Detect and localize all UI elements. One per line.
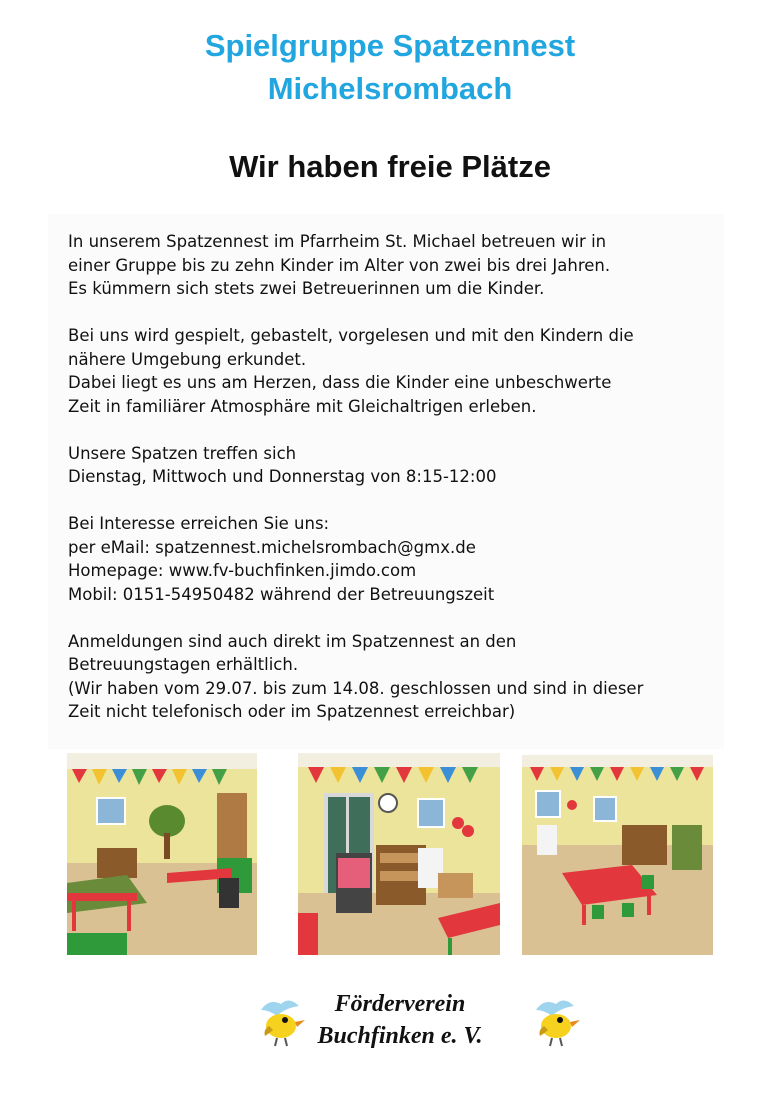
paragraph-gap xyxy=(68,606,718,630)
body-line: In unserem Spatzennest im Pfarrheim St. Michael betreuen wir in xyxy=(68,232,607,251)
paragraph-gap xyxy=(68,489,718,513)
room-photo-1 xyxy=(67,753,257,955)
body-line: Dienstag, Mittwoch und Donnerstag von 8:15-12:00 xyxy=(68,467,497,486)
paragraph-gap xyxy=(68,301,718,325)
body-line: Es kümmern sich stets zwei Betreuerinnen um die Kinder. xyxy=(68,279,545,298)
organization-line-2: Buchfinken e. V. xyxy=(317,1023,483,1049)
body-line: Homepage: www.fv-buchfinken.jimdo.com xyxy=(68,561,417,580)
body-line: Bei uns wird gespielt, gebastelt, vorgelesen und mit den Kindern die xyxy=(68,326,634,345)
organization-name xyxy=(300,988,500,1052)
body-line: Bei Interesse erreichen Sie uns: xyxy=(68,514,330,533)
body-text xyxy=(68,230,718,724)
body-line: Zeit nicht telefonisch oder im Spatzennest erreichbar) xyxy=(68,702,516,721)
paragraph-gap xyxy=(68,418,718,442)
body-line: Anmeldungen sind auch direkt im Spatzennest an den xyxy=(68,631,517,651)
body-line: nähere Umgebung erkundet. xyxy=(68,349,307,369)
body-line: per eMail: spatzennest.michelsrombach@gmx.de xyxy=(68,537,476,557)
title-line-1: Spielgruppe Spatzennest xyxy=(204,28,576,63)
body-line: (Wir haben vom 29.07. bis zum 14.08. geschlossen und sind in dieser xyxy=(68,678,644,698)
body-line: Dabei liegt es uns am Herzen, dass die Kinder eine unbeschwerte xyxy=(68,373,612,392)
headline: Wir haben freie Plätze xyxy=(229,149,551,184)
body-line: Mobil: 0151-54950482 während der Betreuungszeit xyxy=(68,584,495,604)
body-line: Betreuungstagen erhältlich. xyxy=(68,655,299,674)
body-line: Unsere Spatzen treffen sich xyxy=(68,443,297,463)
organization-line-1: Förderverein xyxy=(334,991,466,1017)
body-line: Zeit in familiärer Atmosphäre mit Gleichaltrigen erleben. xyxy=(68,396,537,416)
buchfink-logo-right xyxy=(530,996,584,1052)
room-photo-3 xyxy=(522,755,713,955)
room-photo-2 xyxy=(298,753,500,955)
title-line-2: Michelsrombach xyxy=(267,71,513,106)
body-line: einer Gruppe bis zu zehn Kinder im Alter von zwei bis drei Jahren. xyxy=(68,255,611,275)
